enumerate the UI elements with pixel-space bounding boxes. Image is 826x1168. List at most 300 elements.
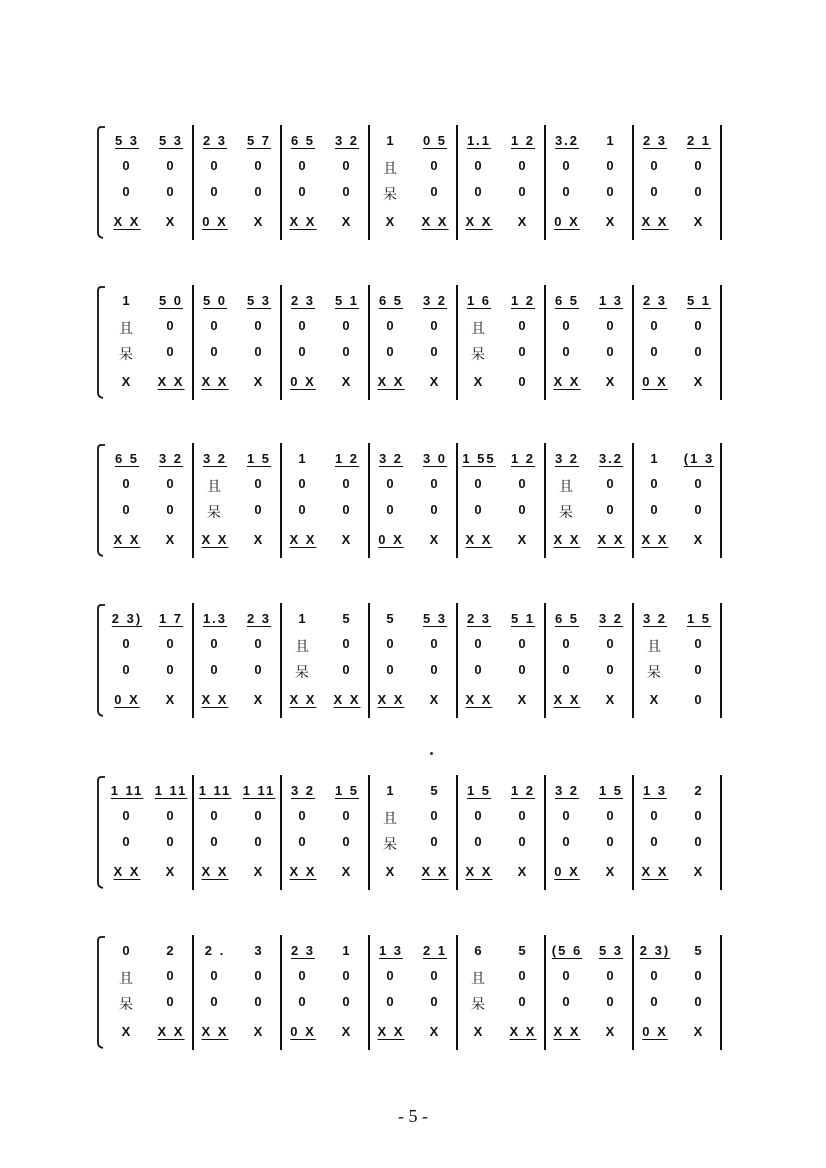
- melody-note: 5 3: [598, 943, 624, 958]
- part2-note: 0: [650, 158, 660, 173]
- part2-note: 0: [166, 476, 176, 491]
- part2-note: 0: [650, 968, 660, 983]
- melody-note: 6 5: [378, 293, 404, 308]
- part3-note: 0: [254, 344, 264, 359]
- melody-note: 1 5: [466, 783, 492, 798]
- melody-note: 3 2: [202, 451, 228, 466]
- melody-note: 1: [342, 943, 352, 958]
- rhythm-note: X X: [201, 1024, 229, 1039]
- rhythm-note: X X: [289, 214, 317, 229]
- melody-note: 1: [298, 611, 308, 626]
- part3-note: 0: [166, 184, 176, 199]
- rhythm-note: X: [253, 692, 265, 707]
- part3-note: 0: [254, 184, 264, 199]
- part2-note: 0: [254, 808, 264, 823]
- part2-note: 0: [166, 808, 176, 823]
- melody-note: 1: [386, 783, 396, 798]
- part3-note: 0: [474, 502, 484, 517]
- melody-note: 6 5: [554, 293, 580, 308]
- part3-note: 0: [650, 994, 660, 1009]
- melody-note: 3: [254, 943, 264, 958]
- part3-note: 0: [474, 662, 484, 677]
- rhythm-note: X X: [597, 532, 625, 547]
- part3-note: 0: [342, 184, 352, 199]
- part3-note: 0: [518, 184, 528, 199]
- part3-note: 0: [122, 184, 132, 199]
- rhythm-note: X X: [465, 532, 493, 547]
- rhythm-note: 0 X: [554, 214, 580, 229]
- part2-note: 0: [694, 476, 704, 491]
- part2-note: 0: [254, 318, 264, 333]
- melody-note: 2 3: [246, 611, 272, 626]
- part3-note: 0: [606, 502, 616, 517]
- part3-note: 0: [606, 184, 616, 199]
- melody-note: 1 3: [598, 293, 624, 308]
- rhythm-note: 0 X: [114, 692, 140, 707]
- melody-note: (1 3: [683, 451, 715, 466]
- rhythm-note: X: [693, 214, 705, 229]
- part3-note: 0: [342, 662, 352, 677]
- part3-note: 0: [430, 184, 440, 199]
- part2-note: 且: [383, 161, 399, 177]
- part2-note: 0: [386, 318, 396, 333]
- part3-note: 0: [122, 502, 132, 517]
- melody-note: 5 3: [422, 611, 448, 626]
- melody-note: 3 2: [554, 783, 580, 798]
- part2-note: 0: [694, 808, 704, 823]
- rhythm-note: X: [341, 864, 353, 879]
- rhythm-note: X X: [157, 374, 185, 389]
- melody-note: 0: [122, 943, 132, 958]
- melody-note: 2 1: [686, 133, 712, 148]
- rhythm-note: X: [429, 1024, 441, 1039]
- rhythm-note: X: [473, 1024, 485, 1039]
- part2-note: 且: [471, 971, 487, 987]
- part2-note: 0: [518, 318, 528, 333]
- melody-note: 1 3: [642, 783, 668, 798]
- part2-note: 0: [694, 158, 704, 173]
- part3-note: 0: [694, 834, 704, 849]
- barline: [720, 603, 722, 718]
- melody-note: 5 0: [158, 293, 184, 308]
- part2-note: 0: [166, 968, 176, 983]
- part2-note: 0: [254, 158, 264, 173]
- part3-note: 0: [694, 344, 704, 359]
- rhythm-note: X: [517, 864, 529, 879]
- part3-note: 0: [386, 662, 396, 677]
- part3-note: 0: [166, 834, 176, 849]
- part3-note: 0: [210, 662, 220, 677]
- rhythm-note: X: [429, 374, 441, 389]
- part3-note: 0: [386, 502, 396, 517]
- part2-note: 0: [518, 476, 528, 491]
- part2-note: 0: [606, 158, 616, 173]
- rhythm-note: 0 X: [290, 1024, 316, 1039]
- melody-note: 2: [694, 783, 704, 798]
- part2-note: 0: [562, 968, 572, 983]
- rhythm-note: X X: [289, 532, 317, 547]
- rhythm-note: X: [341, 532, 353, 547]
- melody-note: 1: [386, 133, 396, 148]
- part3-note: 0: [166, 502, 176, 517]
- score-system: [105, 603, 725, 718]
- part2-note: 0: [694, 968, 704, 983]
- part2-note: 0: [210, 968, 220, 983]
- part2-note: 0: [430, 476, 440, 491]
- part3-note: 0: [210, 994, 220, 1009]
- part2-note: 0: [298, 318, 308, 333]
- part2-note: 0: [430, 318, 440, 333]
- part3-note: 0: [650, 344, 660, 359]
- rhythm-note: X X: [201, 692, 229, 707]
- rhythm-note: 0 X: [554, 864, 580, 879]
- part2-note: 且: [471, 321, 487, 337]
- rhythm-note: X X: [641, 214, 669, 229]
- melody-note: 3.2: [598, 451, 624, 466]
- part2-note: 0: [342, 318, 352, 333]
- part2-note: 0: [518, 968, 528, 983]
- melody-note: 3 2: [290, 783, 316, 798]
- melody-note: 5 1: [510, 611, 536, 626]
- rhythm-note: 0: [518, 374, 528, 389]
- melody-note: 1 11: [154, 783, 188, 798]
- part2-note: 0: [122, 636, 132, 651]
- measure: [633, 125, 721, 240]
- part3-note: 0: [606, 662, 616, 677]
- part2-note: 0: [606, 318, 616, 333]
- rhythm-note: X X: [421, 214, 449, 229]
- part3-note: 呆: [119, 997, 135, 1013]
- melody-note: 1: [606, 133, 616, 148]
- barline: [720, 443, 722, 558]
- barline: [720, 125, 722, 240]
- part2-note: 0: [474, 636, 484, 651]
- part3-note: 0: [166, 662, 176, 677]
- rhythm-note: 0 X: [642, 1024, 668, 1039]
- part3-note: 0: [562, 344, 572, 359]
- score-system: [105, 125, 725, 240]
- melody-note: 1 5: [686, 611, 712, 626]
- part2-note: 0: [298, 476, 308, 491]
- melody-note: 5 3: [114, 133, 140, 148]
- part2-note: 0: [122, 476, 132, 491]
- part2-note: 0: [254, 476, 264, 491]
- part2-note: 0: [518, 808, 528, 823]
- part2-note: 0: [518, 636, 528, 651]
- part2-note: 0: [254, 636, 264, 651]
- rhythm-note: X X: [201, 374, 229, 389]
- melody-note: 2 3): [111, 611, 143, 626]
- part3-note: 呆: [559, 505, 575, 521]
- rhythm-note: X: [605, 1024, 617, 1039]
- part3-note: 0: [210, 344, 220, 359]
- part3-note: 0: [518, 662, 528, 677]
- barline: [720, 775, 722, 890]
- melody-note: 5 1: [334, 293, 360, 308]
- part2-note: 0: [650, 808, 660, 823]
- measure: [633, 935, 721, 1050]
- part3-note: 0: [694, 662, 704, 677]
- rhythm-note: X: [165, 864, 177, 879]
- barline: [720, 935, 722, 1050]
- rhythm-note: X: [605, 692, 617, 707]
- rhythm-note: X: [605, 864, 617, 879]
- rhythm-note: X: [693, 1024, 705, 1039]
- melody-note: 3 2: [642, 611, 668, 626]
- melody-note: 1 5: [246, 451, 272, 466]
- rhythm-note: X: [605, 214, 617, 229]
- part3-note: 0: [518, 502, 528, 517]
- melody-note: 1 11: [242, 783, 276, 798]
- part2-note: 0: [606, 476, 616, 491]
- part2-note: 0: [694, 318, 704, 333]
- part2-note: 0: [650, 318, 660, 333]
- rhythm-note: X: [253, 532, 265, 547]
- part3-note: 呆: [295, 665, 311, 681]
- rhythm-note: X: [429, 692, 441, 707]
- melody-note: 5 0: [202, 293, 228, 308]
- melody-note: 2 3: [642, 293, 668, 308]
- rhythm-note: X: [649, 692, 661, 707]
- part3-note: 0: [254, 502, 264, 517]
- rhythm-note: X X: [465, 692, 493, 707]
- rhythm-note: X X: [333, 692, 361, 707]
- melody-note: 2: [166, 943, 176, 958]
- part2-note: 0: [474, 476, 484, 491]
- part3-note: 0: [342, 834, 352, 849]
- rhythm-note: 0 X: [378, 532, 404, 547]
- melody-note: 5 3: [246, 293, 272, 308]
- melody-note: 1 2: [334, 451, 360, 466]
- melody-note: 1 2: [510, 293, 536, 308]
- part2-note: 0: [342, 476, 352, 491]
- melody-note: 2 3: [466, 611, 492, 626]
- measure: [633, 603, 721, 718]
- part3-note: 0: [518, 994, 528, 1009]
- rhythm-note: X: [693, 864, 705, 879]
- rhythm-note: X: [165, 214, 177, 229]
- part2-note: 0: [166, 636, 176, 651]
- melody-note: 5 3: [158, 133, 184, 148]
- melody-note: 1 11: [110, 783, 144, 798]
- melody-note: 5 1: [686, 293, 712, 308]
- part3-note: 0: [166, 344, 176, 359]
- rhythm-note: X: [605, 374, 617, 389]
- part3-note: 0: [122, 662, 132, 677]
- melody-note: 1: [650, 451, 660, 466]
- rhythm-note: X X: [641, 532, 669, 547]
- melody-note: 1.3: [202, 611, 228, 626]
- rhythm-note: X X: [553, 532, 581, 547]
- part3-note: 0: [298, 834, 308, 849]
- part3-note: 0: [254, 994, 264, 1009]
- part3-note: 0: [606, 994, 616, 1009]
- part2-note: 0: [122, 808, 132, 823]
- score-system: [105, 443, 725, 558]
- part2-note: 0: [430, 968, 440, 983]
- rhythm-note: X: [473, 374, 485, 389]
- part3-note: 0: [518, 344, 528, 359]
- rhythm-note: X: [253, 864, 265, 879]
- rhythm-note: X: [693, 374, 705, 389]
- part2-note: 且: [295, 639, 311, 655]
- score-system: [105, 285, 725, 400]
- part2-note: 且: [383, 811, 399, 827]
- part2-note: 0: [342, 808, 352, 823]
- part2-note: 0: [606, 636, 616, 651]
- part3-note: 呆: [471, 997, 487, 1013]
- score-system: [105, 775, 725, 890]
- melody-note: 3 2: [422, 293, 448, 308]
- rhythm-note: X: [341, 1024, 353, 1039]
- melody-note: 3 2: [334, 133, 360, 148]
- rhythm-note: X X: [465, 214, 493, 229]
- melody-note: 2 3: [290, 943, 316, 958]
- rhythm-note: X X: [509, 1024, 537, 1039]
- rhythm-note: X: [165, 532, 177, 547]
- score-system: [105, 935, 725, 1050]
- part3-note: 0: [386, 994, 396, 1009]
- part3-note: 0: [694, 184, 704, 199]
- rhythm-note: X X: [201, 864, 229, 879]
- part2-note: 0: [342, 636, 352, 651]
- part3-note: 0: [430, 834, 440, 849]
- part2-note: 且: [559, 479, 575, 495]
- rhythm-note: 0 X: [202, 214, 228, 229]
- rhythm-note: X: [253, 214, 265, 229]
- part2-note: 0: [606, 968, 616, 983]
- rhythm-note: X: [517, 532, 529, 547]
- part2-note: 0: [298, 158, 308, 173]
- rhythm-note: X X: [157, 1024, 185, 1039]
- part3-note: 0: [694, 994, 704, 1009]
- part3-note: 0: [606, 344, 616, 359]
- part2-note: 0: [430, 158, 440, 173]
- rhythm-note: X: [165, 692, 177, 707]
- part3-note: 0: [650, 502, 660, 517]
- melody-note: 3 2: [378, 451, 404, 466]
- rhythm-note: X: [121, 374, 133, 389]
- part3-note: 0: [298, 344, 308, 359]
- part2-note: 0: [650, 476, 660, 491]
- part3-note: 0: [474, 834, 484, 849]
- part2-note: 0: [474, 808, 484, 823]
- rhythm-note: X: [253, 374, 265, 389]
- measure: [633, 775, 721, 890]
- part2-note: 0: [474, 158, 484, 173]
- part3-note: 0: [694, 502, 704, 517]
- rhythm-note: X X: [377, 374, 405, 389]
- rhythm-note: X: [341, 374, 353, 389]
- part2-note: 0: [430, 636, 440, 651]
- part3-note: 0: [166, 994, 176, 1009]
- melody-note: 1: [122, 293, 132, 308]
- part3-note: 0: [298, 184, 308, 199]
- part3-note: 0: [342, 502, 352, 517]
- melody-note: 1.1: [466, 133, 492, 148]
- melody-note: 3 0: [422, 451, 448, 466]
- part2-note: 0: [210, 808, 220, 823]
- melody-note: 1 5: [334, 783, 360, 798]
- rhythm-note: X: [517, 692, 529, 707]
- part3-note: 0: [254, 662, 264, 677]
- stray-mark: [430, 752, 433, 755]
- part3-note: 0: [562, 662, 572, 677]
- part3-note: 0: [342, 344, 352, 359]
- melody-note: 1 5: [598, 783, 624, 798]
- melody-note: 3 2: [554, 451, 580, 466]
- melody-note: 5: [386, 611, 396, 626]
- melody-note: 5: [518, 943, 528, 958]
- melody-note: 6 5: [290, 133, 316, 148]
- measure: [633, 443, 721, 558]
- part2-note: 0: [342, 158, 352, 173]
- part3-note: 0: [298, 994, 308, 1009]
- melody-note: 2 3: [642, 133, 668, 148]
- melody-note: 1 11: [198, 783, 232, 798]
- rhythm-note: X X: [289, 864, 317, 879]
- rhythm-note: X: [121, 1024, 133, 1039]
- melody-note: 1 3: [378, 943, 404, 958]
- rhythm-note: X X: [377, 1024, 405, 1039]
- part2-note: 0: [210, 158, 220, 173]
- part2-note: 0: [606, 808, 616, 823]
- part3-note: 呆: [647, 665, 663, 681]
- rhythm-note: X: [341, 214, 353, 229]
- part2-note: 0: [694, 636, 704, 651]
- melody-note: 2 3: [290, 293, 316, 308]
- part2-note: 0: [430, 808, 440, 823]
- melody-note: 1 55: [462, 451, 496, 466]
- part2-note: 0: [386, 968, 396, 983]
- part3-note: 0: [518, 834, 528, 849]
- barline: [720, 285, 722, 400]
- melody-note: 5 7: [246, 133, 272, 148]
- part2-note: 0: [562, 808, 572, 823]
- rhythm-note: X X: [113, 532, 141, 547]
- part3-note: 0: [430, 994, 440, 1009]
- measure: [633, 285, 721, 400]
- part3-note: 呆: [383, 187, 399, 203]
- rhythm-note: X X: [421, 864, 449, 879]
- rhythm-note: 0 X: [642, 374, 668, 389]
- part2-note: 0: [562, 158, 572, 173]
- part3-note: 0: [650, 184, 660, 199]
- part3-note: 0: [122, 834, 132, 849]
- melody-note: 3.2: [554, 133, 580, 148]
- part3-note: 0: [650, 834, 660, 849]
- rhythm-note: X X: [113, 214, 141, 229]
- part3-note: 0: [562, 994, 572, 1009]
- rhythm-note: X: [385, 864, 397, 879]
- melody-note: 1 2: [510, 133, 536, 148]
- melody-note: 1: [298, 451, 308, 466]
- rhythm-note: X X: [289, 692, 317, 707]
- part2-note: 0: [166, 318, 176, 333]
- melody-note: 1 6: [466, 293, 492, 308]
- part2-note: 0: [386, 636, 396, 651]
- melody-note: 5: [430, 783, 440, 798]
- part2-note: 0: [562, 636, 572, 651]
- part3-note: 0: [386, 344, 396, 359]
- part2-note: 0: [122, 158, 132, 173]
- part3-note: 0: [430, 502, 440, 517]
- part3-note: 0: [342, 994, 352, 1009]
- part3-note: 0: [562, 834, 572, 849]
- rhythm-note: 0: [694, 692, 704, 707]
- rhythm-note: X X: [201, 532, 229, 547]
- melody-note: 2 .: [204, 943, 226, 958]
